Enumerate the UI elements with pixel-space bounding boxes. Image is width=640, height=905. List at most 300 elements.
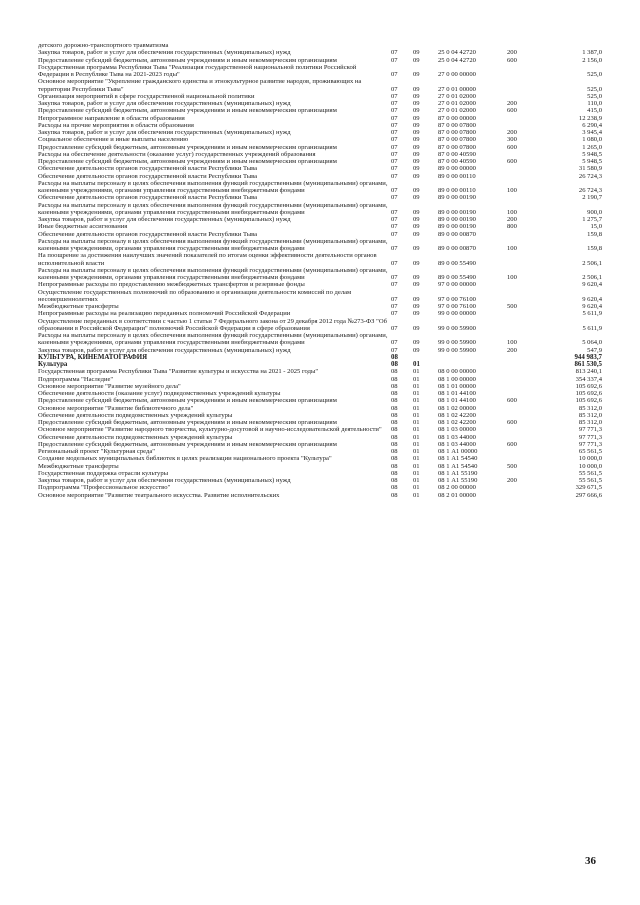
row-amount: 1 275,7 [582,216,602,223]
row-section-code: 07 [391,245,398,252]
row-amount: 26 724,3 [578,172,602,180]
table-row [38,441,610,448]
row-target-article: 08 2 00 00000 [438,484,476,492]
row-subsection-code: 09 [413,223,420,231]
row-target-article: 08 1 00 00000 [438,375,476,383]
row-expense-type: 200 [507,216,517,223]
row-name: Закупка товаров, работ и услуг для обеспечения государственных (муниципальных) нужд [38,477,291,484]
row-amount: 944 983,7 [574,353,602,361]
row-amount: 10 000,0 [578,462,602,470]
row-name: Создание модельных муниципальных библиотек в целях реализации национального проекта "Культура" [38,455,332,463]
table-row [38,412,610,419]
row-target-article: 08 1 01 00000 [438,382,476,390]
row-section-code: 08 [391,411,398,419]
row-expense-type: 100 [507,339,517,347]
row-section-code: 08 [391,353,398,361]
row-subsection-code: 09 [413,208,420,216]
row-section-code: 07 [391,143,398,151]
row-subsection-code: 09 [413,114,420,122]
row-name: Обеспечение деятельности органов государственной власти Республики Тыва [38,165,258,173]
row-name: Обеспечение деятельности органов государственной власти Республики Тыва [38,230,258,238]
row-section-code: 07 [391,230,398,238]
row-subsection-code: 09 [413,172,420,180]
row-target-article: 89 0 00 00190 [438,208,476,216]
row-subsection-code: 09 [413,346,420,354]
row-target-article: 99 0 00 59900 [438,339,476,347]
row-target-article: 89 0 00 00870 [438,245,476,252]
row-section-code: 07 [391,281,398,289]
row-subsection-code: 09 [413,165,420,173]
row-amount: 97 771,3 [578,426,602,434]
row-target-article: 08 1 01 44100 [438,390,476,397]
row-amount: 55 561,5 [578,469,602,477]
row-name: Предоставление субсидий бюджетным, автономным учреждениям и иным некоммерческим организациям [38,143,337,151]
row-target-article: 25 0 04 42720 [438,49,476,57]
row-section-code: 08 [391,491,398,499]
row-amount: 105 692,6 [575,397,602,405]
table-row [38,267,610,282]
row-amount: 525,0 [587,71,602,78]
row-subsection-code: 09 [413,107,420,115]
row-name: Межбюджетные трансферты [38,462,119,470]
row-name: Предоставление субсидий бюджетным, автономным учреждениям и иным некоммерческим организациям [38,107,337,115]
row-amount: 415,0 [587,107,602,115]
row-section-code: 07 [391,158,398,165]
row-expense-type: 500 [507,462,517,470]
row-name: Основное мероприятие "Укрепление гражданского единства и этнокультурное развитие народов, проживающих на территории Республики Тыва" [38,78,362,93]
table-row [38,49,610,56]
row-target-article: 27 0 01 00000 [438,85,476,93]
row-expense-type: 200 [507,477,517,484]
row-amount: 861 530,5 [574,361,602,368]
table-row [38,238,610,253]
row-name: Основное мероприятие "Развитие библиотечного дела" [38,404,194,412]
row-amount: 85 312,0 [578,411,602,419]
table-row [38,434,610,441]
row-subsection-code: 09 [413,129,420,136]
row-target-article: 08 2 01 00000 [438,491,476,499]
row-target-article: 87 0 00 40590 [438,150,476,158]
row-target-article: 27 0 01 02000 [438,100,476,107]
row-target-article: 99 0 00 59900 [438,346,476,354]
row-name: Региональный проект "Культурная среда" [38,448,155,455]
table-row [38,448,610,455]
row-name: Закупка товаров, работ и услуг для обеспечения государственных (муниципальных) нужд [38,346,291,354]
table-row [38,194,610,201]
row-target-article: 89 0 00 00110 [438,172,476,180]
row-amount: 9 620,4 [582,281,602,289]
row-expense-type: 600 [507,440,517,448]
row-section-code: 07 [391,216,398,223]
row-subsection-code: 09 [413,216,420,223]
row-target-article: 99 0 00 59900 [438,324,476,332]
row-subsection-code: 09 [413,295,420,303]
row-subsection-code: 01 [413,390,420,397]
row-subsection-code: 01 [413,491,420,499]
table-row [38,455,610,462]
row-subsection-code: 09 [413,71,420,78]
row-amount: 85 312,0 [578,404,602,412]
row-section-code: 08 [391,390,398,397]
row-subsection-code: 09 [413,92,420,100]
row-amount: 2 190,7 [582,194,602,202]
row-amount: 2 506,1 [582,259,602,267]
row-name: Обеспечение деятельности органов государственной власти Республики Тыва [38,172,258,180]
row-subsection-code: 01 [413,448,420,455]
row-subsection-code: 01 [413,469,420,477]
table-row [38,332,610,347]
row-section-code: 07 [391,346,398,354]
row-amount: 5 611,9 [582,324,602,332]
row-expense-type: 600 [507,397,517,405]
row-subsection-code: 09 [413,143,420,151]
table-row [38,361,610,368]
row-amount: 105 692,6 [575,382,602,390]
row-subsection-code: 01 [413,440,420,448]
row-name: Непрограммное направление в области образования [38,114,185,122]
table-row [38,318,610,333]
row-subsection-code: 09 [413,56,420,64]
row-amount: 85 312,0 [578,419,602,426]
row-subsection-code: 01 [413,375,420,383]
row-name: Организация мероприятий в сфере государственной национальной политики [38,92,255,100]
row-section-code: 07 [391,339,398,347]
row-subsection-code: 09 [413,310,420,318]
row-target-article: 87 0 00 07800 [438,129,476,136]
row-section-code: 08 [391,382,398,390]
row-amount: 1 265,0 [582,143,602,151]
row-subsection-code: 01 [413,477,420,484]
row-expense-type: 100 [507,274,517,281]
row-subsection-code: 09 [413,136,420,144]
row-section-code: 07 [391,114,398,122]
row-name: Расходы на обеспечение деятельности (оказание услуг) государственных учреждений образования [38,150,316,158]
row-expense-type: 300 [507,136,517,144]
table-row [38,93,610,100]
row-section-code: 08 [391,375,398,383]
row-target-article: 08 0 00 00000 [438,368,476,376]
row-subsection-code: 01 [413,426,420,434]
table-row [38,419,610,426]
row-section-code: 08 [391,397,398,405]
row-target-article: 87 0 00 07800 [438,136,476,144]
row-amount: 97 771,3 [578,433,602,441]
budget-table [38,42,610,499]
row-subsection-code: 09 [413,245,420,252]
row-amount: 2 506,1 [582,274,602,281]
row-amount: 297 666,6 [575,491,602,499]
row-target-article: 08 1 А1 55190 [438,469,478,477]
row-subsection-code: 01 [413,484,420,492]
row-expense-type: 600 [507,143,517,151]
row-section-code: 08 [391,433,398,441]
row-expense-type: 200 [507,100,517,107]
row-amount: 2 156,0 [582,56,602,64]
row-target-article: 87 0 00 07800 [438,143,476,151]
table-row [38,470,610,477]
row-target-article: 08 1 03 44000 [438,440,476,448]
row-subsection-code: 01 [413,433,420,441]
row-section-code: 07 [391,208,398,216]
row-amount: 525,0 [587,92,602,100]
row-name: Социальное обеспечение и иные выплаты населению [38,136,189,144]
row-target-article: 08 1 03 44000 [438,433,476,441]
row-subsection-code: 09 [413,274,420,281]
table-row [38,107,610,114]
row-expense-type: 600 [507,107,517,115]
row-expense-type: 100 [507,208,517,216]
table-row [38,463,610,470]
row-name: Расходы на выплаты персоналу в целях обеспечения выполнения функций государственными (муниципальными) органами, казенными учреждениями, органами управления государственными внебюджетными фондами [38,266,388,281]
row-name: Обеспечение деятельности (оказание услуг) подведомственных учреждений культуры [38,390,281,397]
table-row [38,426,610,433]
row-name: Осуществление государственных полномочий по образованию и организации деятельности комиссий по делам несовершеннолетних [38,288,352,303]
row-subsection-code: 01 [413,397,420,405]
row-section-code: 07 [391,223,398,231]
row-target-article: 87 0 00 00000 [438,114,476,122]
row-expense-type: 600 [507,419,517,426]
row-name: Предоставление субсидий бюджетным, автономным учреждениям и иным некоммерческим организациям [38,158,337,165]
row-amount: 813 240,1 [575,368,602,376]
table-row [38,165,610,172]
table-row [38,57,610,64]
row-target-article: 08 1 А1 00000 [438,448,478,455]
row-section-code: 07 [391,187,398,194]
row-name: Непрограммные расходы по предоставлению межбюджетных трансфертов и резервные фонды [38,281,305,289]
row-section-code: 08 [391,477,398,484]
row-target-article: 08 1 А1 54540 [438,455,478,463]
row-target-article: 27 0 01 02000 [438,107,476,115]
row-name: Закупка товаров, работ и услуг для обеспечения государственных (муниципальных) нужд [38,129,291,136]
table-row [38,129,610,136]
row-section-code: 08 [391,455,398,463]
row-name: Расходы на выплаты персоналу в целях обеспечения выполнения функций государственными (муниципальными) органами, казенными учреждениями, органами управления государственными внебюджетными фондами [38,179,388,194]
table-row [38,151,610,158]
row-section-code: 07 [391,150,398,158]
table-row [38,303,610,310]
row-target-article: 08 1 02 00000 [438,404,476,412]
row-section-code: 07 [391,107,398,115]
row-section-code: 07 [391,274,398,281]
table-row [38,78,610,93]
row-target-article: 08 1 03 00000 [438,426,476,434]
row-target-article: 89 0 00 55490 [438,259,476,267]
table-row [38,173,610,180]
row-name: Закупка товаров, работ и услуг для обеспечения государственных (муниципальных) нужд [38,100,291,107]
row-name: Обеспечение деятельности подведомственных учреждений культуры [38,433,233,441]
row-name: КУЛЬТУРА, КИНЕМАТОГРАФИЯ [38,353,148,361]
row-section-code: 07 [391,303,398,310]
row-amount: 9 620,4 [582,303,602,310]
table-row [38,289,610,304]
row-amount: 5 611,9 [582,310,602,318]
table-row [38,397,610,404]
row-amount: 5 064,0 [582,339,602,347]
row-target-article: 87 0 00 07800 [438,121,476,129]
table-row [38,477,610,484]
row-section-code: 07 [391,49,398,57]
row-amount: 55 561,5 [578,477,602,484]
row-subsection-code: 09 [413,121,420,129]
row-amount: 159,8 [587,245,602,252]
row-name: На поощрение за достижения наилучших значений показателей по итогам оценки эффективности деятельности органов исполнительной власти [38,252,377,267]
row-target-article: 89 0 00 00870 [438,230,476,238]
row-section-code: 07 [391,121,398,129]
row-amount: 110,0 [587,100,602,107]
row-amount: 354 337,4 [575,375,602,383]
row-target-article: 87 0 00 40590 [438,158,476,165]
row-subsection-code: 09 [413,230,420,238]
row-name: детского дорожно-транспортного травматизма [38,42,169,49]
row-amount: 6 290,4 [582,121,602,129]
row-name: Закупка товаров, работ и услуг для обеспечения государственных (муниципальных) нужд [38,216,291,223]
row-expense-type: 600 [507,56,517,64]
row-subsection-code: 09 [413,85,420,93]
row-target-article: 89 0 00 00190 [438,223,476,231]
row-expense-type: 600 [507,158,517,165]
row-section-code: 07 [391,172,398,180]
row-target-article: 89 0 00 00000 [438,165,476,173]
row-subsection-code: 01 [413,411,420,419]
table-row [38,223,610,230]
row-amount: 3 945,4 [582,129,602,136]
row-amount: 547,9 [587,346,602,354]
row-section-code: 08 [391,484,398,492]
row-subsection-code: 01 [413,361,420,368]
table-row [38,115,610,122]
table-row [38,347,610,354]
row-target-article: 08 1 02 42200 [438,419,476,426]
row-section-code: 07 [391,310,398,318]
table-row [38,252,610,267]
row-name: Непрограммные расходы на реализацию переданных полномочий Российской Федерации [38,310,291,318]
row-subsection-code: 09 [413,339,420,347]
row-section-code: 07 [391,136,398,144]
row-section-code: 08 [391,462,398,470]
row-target-article: 89 0 00 00190 [438,194,476,202]
table-row [38,368,610,375]
row-name: Обеспечение деятельности подведомственных учреждений культуры [38,411,233,419]
table-row [38,383,610,390]
row-target-article: 27 0 01 02000 [438,92,476,100]
row-subsection-code: 09 [413,100,420,107]
row-target-article: 97 0 00 00000 [438,281,476,289]
row-section-code: 08 [391,368,398,376]
row-amount: 900,0 [587,208,602,216]
row-expense-type: 200 [507,129,517,136]
row-target-article: 08 1 02 42200 [438,411,476,419]
row-amount: 105 692,6 [575,390,602,397]
row-name: Расходы на выплаты персоналу в целях обеспечения выполнения функций государственными (муниципальными) органами, казенными учреждениями, органами управления государственными внебюджетными фондами [38,332,388,347]
row-subsection-code: 01 [413,455,420,463]
row-section-code: 07 [391,129,398,136]
row-subsection-code: 01 [413,462,420,470]
row-name: Иные бюджетные ассигнования [38,223,128,231]
row-name: Основное мероприятие "Развитие театрального искусства. Развитие исполнительских [38,491,280,499]
row-name: Подпрограмма "Наследие" [38,375,114,383]
row-name: Подпрограмма "Профессиональное искусство" [38,484,171,492]
row-name: Основное мероприятие "Развитие музейного дела" [38,382,181,390]
row-name: Государственная программа Республики Тыва "Реализация государственной национальной политики Российской Федерации в Республике Тыва на 2021-2023 годы" [38,63,357,78]
table-row [38,484,610,491]
row-name: Основное мероприятие "Развитие народного творчества, культурно-досуговой и научно-исследовательской деятельности" [38,426,382,434]
row-section-code: 07 [391,92,398,100]
table-row [38,281,610,288]
row-amount: 329 671,5 [575,484,602,492]
row-target-article: 89 0 00 55490 [438,274,476,281]
row-name: Расходы на прочие мероприятия в области образования [38,121,194,129]
row-subsection-code: 09 [413,49,420,57]
row-amount: 525,0 [587,85,602,93]
row-amount: 159,8 [587,230,602,238]
row-amount: 15,0 [590,223,602,231]
row-section-code: 08 [391,404,398,412]
row-name: Закупка товаров, работ и услуг для обеспечения государственных (муниципальных) нужд [38,49,291,57]
page-number: 36 [585,855,596,867]
row-subsection-code: 09 [413,150,420,158]
row-name: Предоставление субсидий бюджетным, автономным учреждениям и иным некоммерческим организациям [38,440,337,448]
row-name: Культура [38,361,68,368]
row-subsection-code: 09 [413,194,420,202]
row-expense-type: 100 [507,245,517,252]
row-subsection-code: 01 [413,404,420,412]
table-row [38,122,610,129]
row-section-code: 07 [391,259,398,267]
row-subsection-code: 09 [413,259,420,267]
row-target-article: 97 0 00 76100 [438,295,476,303]
table-row [38,405,610,412]
row-section-code: 07 [391,100,398,107]
row-section-code: 07 [391,194,398,202]
row-name: Расходы на выплаты персоналу в целях обеспечения выполнения функций государственными (муниципальными) органами, казенными учреждениями, органами управления государственными внебюджетными фондами [38,237,388,252]
row-section-code: 08 [391,440,398,448]
table-row [38,492,610,499]
table-row [38,354,610,361]
table-row [38,310,610,317]
table-row [38,64,610,79]
row-name: Обеспечение деятельности органов государственной власти Республики Тыва [38,194,258,202]
table-row [38,180,610,195]
row-amount: 97 771,3 [578,440,602,448]
row-target-article: 89 0 00 00110 [438,187,476,194]
table-row [38,158,610,165]
table-row [38,376,610,383]
row-amount: 26 724,3 [578,187,602,194]
row-target-article: 27 0 00 00000 [438,71,476,78]
table-row [38,231,610,238]
row-section-code: 08 [391,361,398,368]
table-row [38,144,610,151]
row-subsection-code: 01 [413,382,420,390]
row-target-article: 99 0 00 00000 [438,310,476,318]
row-subsection-code: 09 [413,303,420,310]
row-section-code: 08 [391,448,398,455]
row-section-code: 07 [391,56,398,64]
row-target-article: 08 1 01 44100 [438,397,476,405]
row-name: Предоставление субсидий бюджетным, автономным учреждениям и иным некоммерческим организациям [38,56,337,64]
row-name: Осуществление переданных в соответствии с частью 1 статьи 7 Федерального закона от 29 декабря 2012 года №273-ФЗ "Об образовании в Российской Федерации" полномочий Российской Федерации в сфере образования [38,317,387,332]
row-amount: 10 000,0 [578,455,602,463]
row-section-code: 08 [391,426,398,434]
row-expense-type: 200 [507,346,517,354]
row-amount: 12 238,9 [578,114,602,122]
row-target-article: 89 0 00 00190 [438,216,476,223]
row-amount: 65 561,5 [578,448,602,455]
row-name: Расходы на выплаты персоналу в целях обеспечения выполнения функций государственными (муниципальными) органами, казенными учреждениями, органами управления государственными внебюджетными фондами [38,201,388,216]
row-expense-type: 100 [507,187,517,194]
table-row [38,202,610,217]
row-section-code: 08 [391,469,398,477]
